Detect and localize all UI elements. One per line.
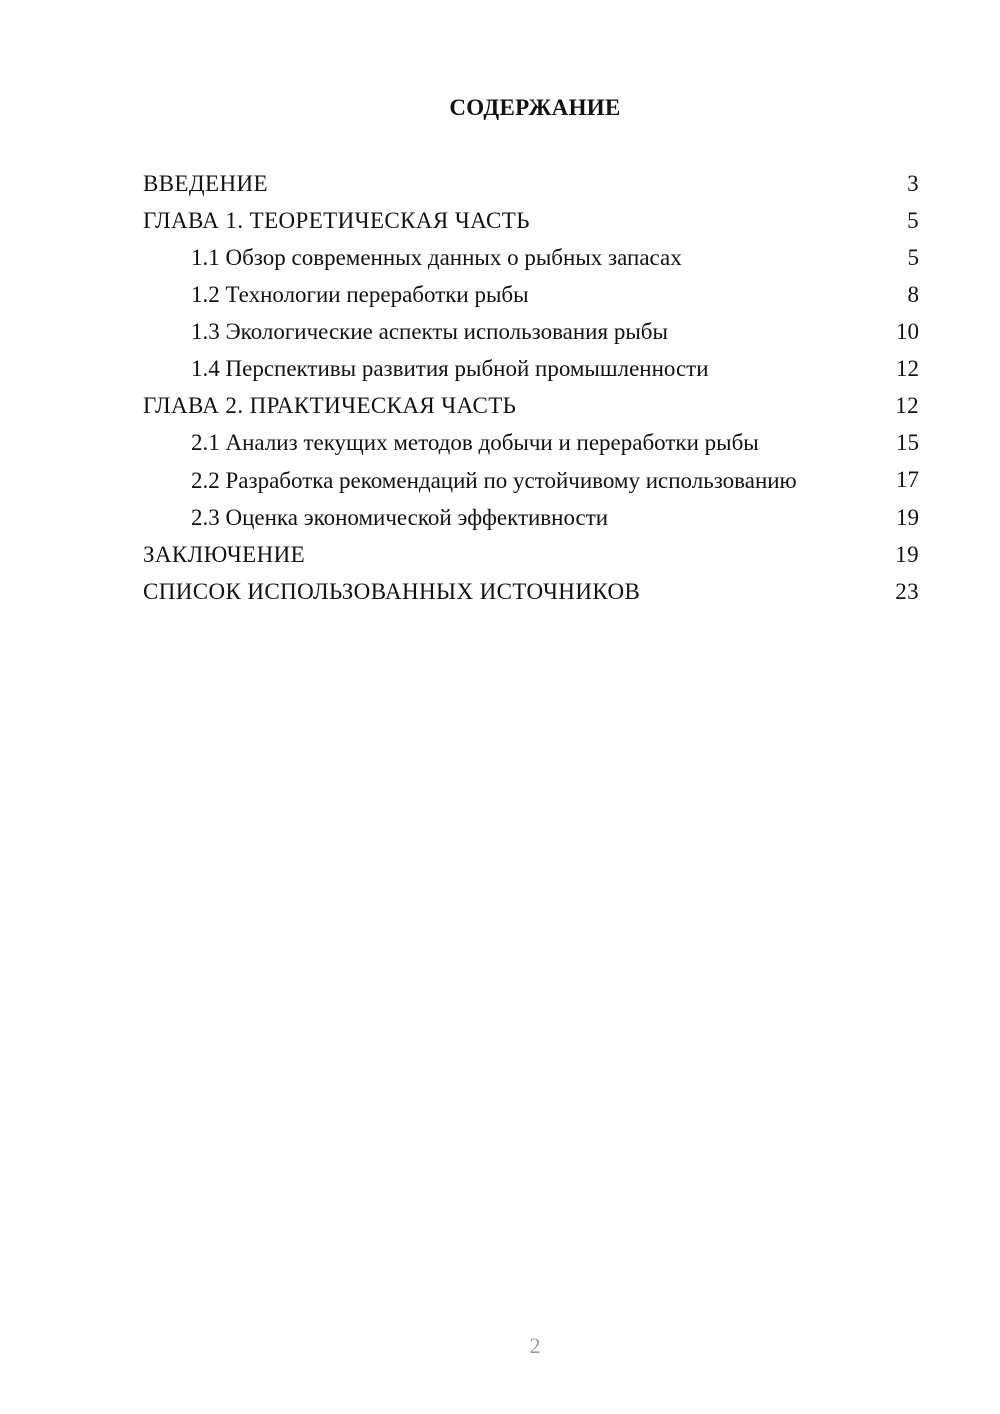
toc-entry-text: 2.3 Оценка экономической эффективности (191, 505, 609, 530)
toc-entry-section-2-1[interactable] (143, 429, 919, 456)
toc-entry-page: 15 (896, 430, 919, 455)
toc-entry-page: 10 (896, 319, 919, 344)
toc-entry-text: 1.1 Обзор современных данных о рыбных запасах (191, 245, 682, 270)
toc-entry-text: СПИСОК ИСПОЛЬЗОВАННЫХ ИСТОЧНИКОВ (143, 579, 641, 604)
toc-entry-page: 8 (907, 282, 919, 307)
toc-entry-text: ГЛАВА 2. ПРАКТИЧЕСКАЯ ЧАСТЬ (143, 393, 517, 418)
toc-entry-text: ЗАКЛЮЧЕНИЕ (143, 542, 306, 567)
toc-entry-section-2-2[interactable] (143, 466, 919, 493)
toc-entry-page: 19 (896, 505, 919, 530)
toc-entry-conclusion[interactable] (143, 541, 919, 568)
page-number: 2 (529, 1333, 541, 1358)
toc-entry-text: ГЛАВА 1. ТЕОРЕТИЧЕСКАЯ ЧАСТЬ (143, 208, 530, 233)
toc-entry-section-1-4[interactable] (143, 355, 919, 382)
toc-entry-introduction[interactable] (143, 170, 919, 197)
toc-entry-chapter-1[interactable] (143, 207, 919, 234)
toc-entry-section-1-2[interactable] (143, 281, 919, 308)
toc-entry-section-1-3[interactable] (143, 318, 919, 345)
toc-entry-page: 5 (907, 208, 919, 233)
toc-entry-chapter-2[interactable] (143, 392, 919, 419)
toc-entry-page: 12 (896, 356, 919, 381)
toc-entry-text: 2.1 Анализ текущих методов добычи и переработки рыбы (191, 430, 759, 455)
toc-entry-text: ВВЕДЕНИЕ (143, 171, 268, 196)
toc-entry-page: 19 (895, 542, 919, 567)
toc-entry-references[interactable] (143, 578, 919, 605)
toc-entry-page: 12 (895, 393, 919, 418)
page-title: СОДЕРЖАНИЕ (449, 95, 621, 120)
toc-entry-text: 1.4 Перспективы развития рыбной промышленности (191, 356, 709, 381)
toc-entry-page: 23 (895, 579, 919, 604)
toc-entry-text: 2.2 Разработка рекомендаций по устойчивому использованию (191, 468, 797, 493)
toc-entry-text: 1.2 Технологии переработки рыбы (191, 282, 529, 307)
toc-entry-section-1-1[interactable] (143, 244, 919, 271)
toc-entry-text: 1.3 Экологические аспекты использования рыбы (191, 319, 668, 344)
toc-entry-page: 17 (896, 467, 919, 492)
toc-entry-section-2-3[interactable] (143, 504, 919, 531)
table-of-contents (143, 170, 919, 615)
toc-entry-page: 3 (907, 171, 919, 196)
toc-entry-page: 5 (907, 245, 919, 270)
